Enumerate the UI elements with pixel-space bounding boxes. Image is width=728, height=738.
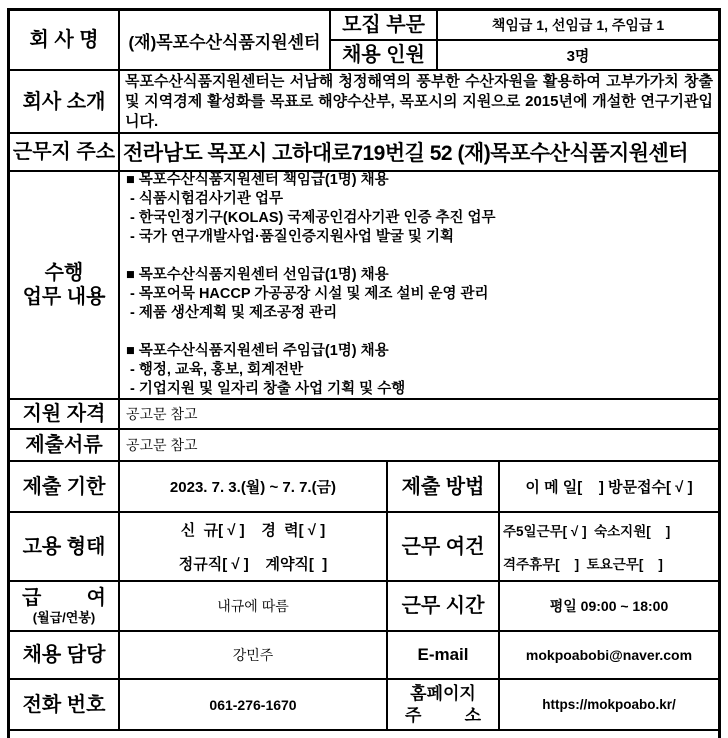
company-name-value: (재)목포수산식품지원센터 xyxy=(120,11,331,71)
employment-type-line1: 신 규[ √ ] 경 력[ √ ] xyxy=(180,522,326,539)
employment-type-line2: 정규직[ √ ] 계약직[ ] xyxy=(178,556,328,573)
company-intro-value: 목포수산식품지원센터는 서남해 청정해역의 풍부한 수산자원을 활용하여 고부가가치 창출 및 지역경제 활성화를 목표로 해양수산부, 목포시의 지원으로 2015년에 개설한 연구기관입니다. xyxy=(120,71,718,134)
salary-label xyxy=(10,582,120,632)
duty-line: - 기업지원 및 일자리 창출 사업 기획 및 수행 xyxy=(126,381,406,397)
duty-line: - 국가 연구개발사업·품질인증지원사업 발굴 및 기획 xyxy=(126,229,454,245)
duty-line: ■ 목포수산식품지원센터 주임급(1명) 채용 xyxy=(126,343,389,359)
phone-value: 061-276-1670 xyxy=(120,680,388,731)
homepage-label-line1: 홈페이지 xyxy=(410,683,476,703)
company-name-label: 회 사 명 xyxy=(10,11,120,71)
clipped-bottom-row xyxy=(10,731,718,738)
recruit-field-label: 모집 부문 xyxy=(331,11,438,41)
documents-value: 공고문 참고 xyxy=(120,430,718,462)
work-address-label: 근무지 주소 xyxy=(10,134,120,172)
deadline-value: 2023. 7. 3.(월) ~ 7. 7.(금) xyxy=(120,462,388,513)
duty-line: ■ 목포수산식품지원센터 책임급(1명) 채용 xyxy=(126,172,389,188)
duties-list xyxy=(120,172,718,400)
work-hours-label: 근무 시간 xyxy=(388,582,500,632)
work-condition-label: 근무 여건 xyxy=(388,513,500,582)
homepage-label xyxy=(388,680,500,731)
recruit-contact-value: 강민주 xyxy=(120,632,388,680)
employment-type-label: 고용 형태 xyxy=(10,513,120,582)
work-address-value: 전라남도 목포시 고하대로719번길 52 (재)목포수산식품지원센터 xyxy=(120,134,718,172)
recruit-contact-label: 채용 담당 xyxy=(10,632,120,680)
duty-line: - 한국인정기구(KOLAS) 국제공인검사기관 인증 추진 업무 xyxy=(126,210,496,226)
email-value: mokpoabobi@naver.com xyxy=(500,632,718,680)
salary-label-line2: (월급/연봉) xyxy=(32,610,96,625)
hire-count-value: 3명 xyxy=(438,41,718,71)
company-intro-label: 회사 소개 xyxy=(10,71,120,134)
phone-label: 전화 번호 xyxy=(10,680,120,731)
employment-type-value xyxy=(120,513,388,582)
duty-line: ■ 목포수산식품지원센터 선임급(1명) 채용 xyxy=(126,267,389,283)
submit-method-label: 제출 방법 xyxy=(388,462,500,513)
recruit-field-value: 책임급 1, 선임급 1, 주임급 1 xyxy=(438,11,718,41)
duty-line: - 목포어묵 HACCP 가공공장 시설 및 제조 설비 운영 관리 xyxy=(126,286,489,302)
duty-line: - 행정, 교육, 홍보, 회계전반 xyxy=(126,362,304,378)
documents-label: 제출서류 xyxy=(10,430,120,462)
salary-label-line1: 급 여 xyxy=(22,587,106,609)
homepage-label-line2: 주 소 xyxy=(405,705,481,725)
duties-label xyxy=(10,172,120,400)
work-condition-line1: 주5일근무[ √ ] 숙소지원[ ] xyxy=(503,524,671,539)
work-condition-value xyxy=(500,513,718,582)
work-condition-line2: 격주휴무[ ] 토요근무[ ] xyxy=(503,557,663,572)
hire-count-label: 채용 인원 xyxy=(331,41,438,71)
duty-line: - 식품시험검사기관 업무 xyxy=(126,191,283,207)
email-label: E-mail xyxy=(388,632,500,680)
duties-label-line2: 업무 내용 xyxy=(22,286,106,308)
homepage-value: https://mokpoabo.kr/ xyxy=(500,680,718,731)
job-posting-table xyxy=(7,8,721,738)
work-hours-value: 평일 09:00 ~ 18:00 xyxy=(500,582,718,632)
salary-value: 내규에 따름 xyxy=(120,582,388,632)
duties-label-line1: 수행 xyxy=(44,262,84,284)
deadline-label: 제출 기한 xyxy=(10,462,120,513)
qualification-value: 공고문 참고 xyxy=(120,400,718,430)
qualification-label: 지원 자격 xyxy=(10,400,120,430)
submit-method-value: 이 메 일[ ] 방문접수[ √ ] xyxy=(500,462,718,513)
duty-line: - 제품 생산계획 및 제조공정 관리 xyxy=(126,305,338,321)
